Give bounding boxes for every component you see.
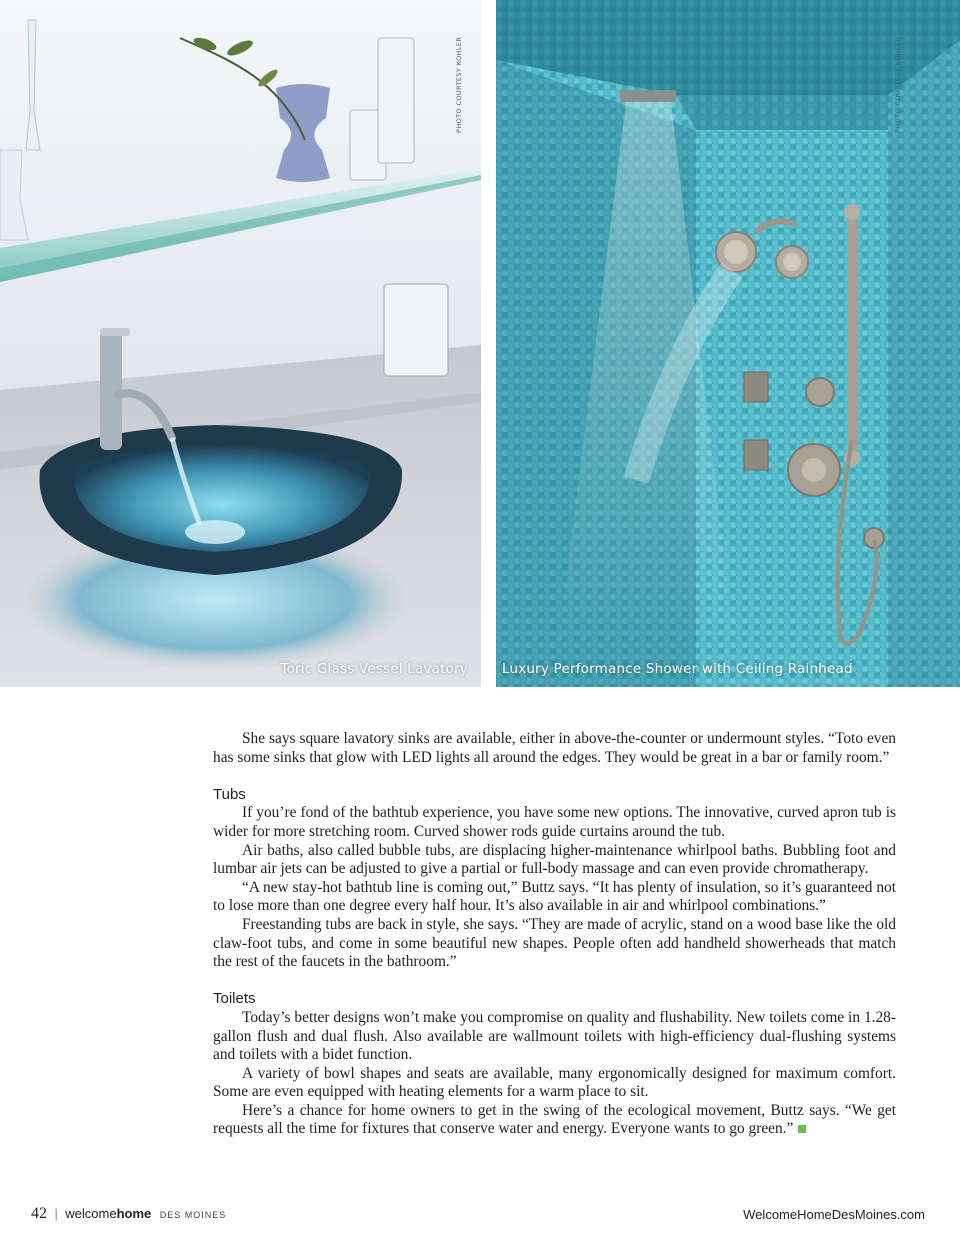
- article-paragraph: Today’s better designs won’t make you compromise on quality and flushability. New toilets come in 1.28-gallon flush and dual flush. Also available are wallmount toilets with high-efficiency dual-flushing systems and toilets with a bidet function.: [213, 1008, 896, 1064]
- shower-illustration: [496, 0, 960, 687]
- article-paragraph: She says square lavatory sinks are available, either in above-the-counter or undermount styles. “Toto even has some sinks that glow with LED lights all around the edges. They would be great in a bar or family room.”: [213, 730, 896, 766]
- article-paragraph: Freestanding tubs are back in style, she says. “They are made of acrylic, stand on a wood base like the old claw-foot tubs, and come in some beautiful new shapes. People often add handheld showerheads that match the rest of the faucets in the bathroom.”: [213, 915, 896, 971]
- end-of-article-mark-icon: [798, 1125, 806, 1133]
- article-paragraph: A variety of bowl shapes and seats are available, many ergonomically designed for maximum comfort. Some are even equipped with heating elements for a warm place to sit.: [213, 1064, 896, 1101]
- magazine-name-part: home: [116, 1206, 152, 1221]
- article-paragraph: [213, 1102, 896, 1139]
- magazine-name-part: welcome: [65, 1206, 117, 1221]
- article-body: [213, 730, 896, 1139]
- article-paragraph: “A new stay-hot bathtub line is coming out,” Buttz says. “It has plenty of insulation, so it’s guaranteed not to lose more than one degree every half hour. It’s also available in air and whirlpool combinations.”: [213, 878, 896, 915]
- footer-website: WelcomeHomeDesMoines.com: [743, 1207, 925, 1222]
- section-heading-tubs: Tubs: [213, 785, 246, 803]
- vessel-lavatory-illustration: [0, 0, 481, 687]
- magazine-edition: DES MOINES: [159, 1210, 227, 1220]
- photo-vessel-lavatory: [0, 0, 481, 687]
- footer-separator: |: [54, 1206, 58, 1221]
- article-paragraph-text: Here’s a chance for home owners to get in the swing of the ecological movement, Buttz says. “We get requests all the time for fixtures that conserve water and energy. Everyone wants to go green.”: [213, 1101, 896, 1138]
- section-heading-toilets: Toilets: [213, 990, 256, 1008]
- footer-folio: [31, 1205, 226, 1223]
- photo-caption: Toric Glass Vessel Lavatory: [280, 661, 468, 677]
- article-paragraph: Air baths, also called bubble tubs, are displacing higher-maintenance whirlpool baths. Bubbling foot and lumbar air jets can be adjusted to give a partial or full-body massage and can even provide chromatherapy.: [213, 841, 896, 878]
- photo-credit: PHOTO COURTESY KOHLER: [455, 36, 463, 133]
- page-footer: [31, 1205, 925, 1225]
- photo-rainhead-shower: [496, 0, 960, 687]
- article-paragraph: If you’re fond of the bathtub experience, you have some new options. The innovative, curved apron tub is wider for more stretching room. Curved shower rods guide curtains around the tub.: [213, 804, 896, 840]
- page-number: 42: [31, 1205, 47, 1222]
- photo-credit: PHOTO COURTESY KOHLER: [894, 36, 902, 133]
- photo-caption: Luxury Performance Shower with Ceiling Rainhead: [502, 661, 853, 677]
